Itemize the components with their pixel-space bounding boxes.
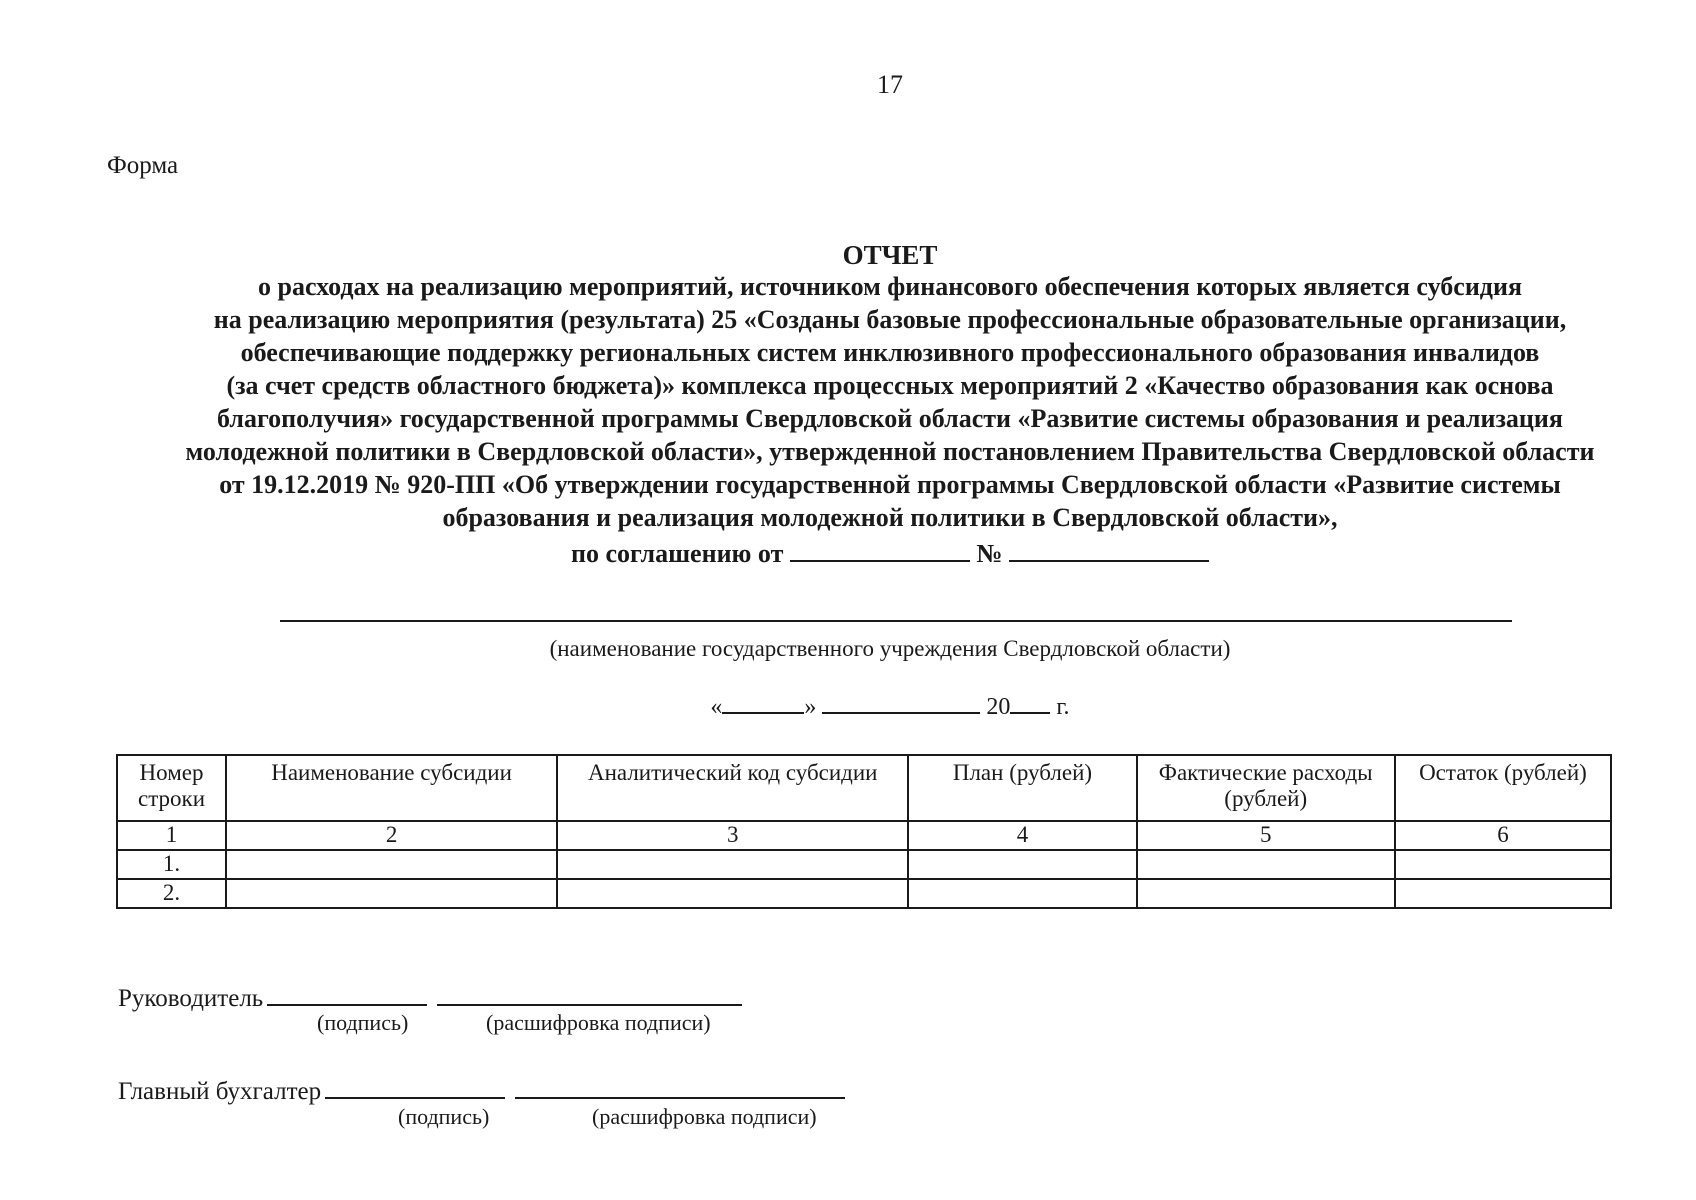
row-number: 1. xyxy=(117,850,226,879)
table-cell[interactable] xyxy=(226,879,557,908)
head-signature-field[interactable] xyxy=(267,982,427,1006)
head-sign-caption: (подпись) xyxy=(317,1010,409,1035)
subtitle-line: (за счет средств областного бюджета)» комплекса процессных мероприятий 2 «Качество образования как основа xyxy=(226,371,1554,400)
header-balance: Остаток (рублей) xyxy=(1395,755,1611,821)
head-label: Руководитель xyxy=(118,985,264,1012)
date-close-quote: » xyxy=(804,694,817,720)
header-plan: План (рублей) xyxy=(908,755,1136,821)
column-number: 4 xyxy=(908,821,1136,850)
accountant-sign-caption: (подпись) xyxy=(398,1104,490,1129)
agreement-number-sign: № xyxy=(976,539,1003,568)
accountant-label: Главный бухгалтер xyxy=(118,1078,322,1105)
header-row-number: Номер строки xyxy=(117,755,226,821)
table-cell[interactable] xyxy=(557,850,908,879)
head-decode-field[interactable] xyxy=(437,982,742,1006)
head-decode-caption: (расшифровка подписи) xyxy=(486,1010,711,1035)
date-year-suffix: г. xyxy=(1056,694,1070,720)
subtitle-line: образования и реализация молодежной политики в Свердловской области», xyxy=(442,503,1338,532)
table-cell[interactable] xyxy=(908,850,1136,879)
accountant-decode-caption: (расшифровка подписи) xyxy=(592,1104,817,1129)
agreement-date-field[interactable] xyxy=(790,538,970,562)
date-line xyxy=(0,690,1696,721)
table-cell[interactable] xyxy=(1137,879,1395,908)
form-label: Форма xyxy=(107,152,179,179)
agreement-prefix: по соглашению от xyxy=(571,539,784,568)
subtitle-line: благополучия» государственной программы Свердловской области «Развитие системы образования и реализация xyxy=(217,404,1563,433)
date-year-prefix: 20 xyxy=(986,694,1011,720)
subtitle-line: обеспечивающие поддержку региональных систем инклюзивного профессионального образования инвалидов xyxy=(240,338,1540,367)
column-number: 5 xyxy=(1137,821,1395,850)
institution-name-field[interactable] xyxy=(280,620,1512,622)
subtitle-line: от 19.12.2019 № 920-ПП «Об утверждении государственной программы Свердловской области «Развитие системы xyxy=(219,470,1561,499)
table-cell[interactable] xyxy=(226,850,557,879)
header-analytic-code: Аналитический код субсидии xyxy=(557,755,908,821)
agreement-line xyxy=(0,538,1696,569)
accountant-decode-field[interactable] xyxy=(515,1075,845,1099)
subtitle-line: о расходах на реализацию мероприятий, источником финансового обеспечения которых является субсидия xyxy=(257,272,1523,301)
date-year-field[interactable] xyxy=(1010,690,1050,714)
header-actual-expenses: Фактические расходы (рублей) xyxy=(1137,755,1395,821)
date-open-quote: « xyxy=(710,694,723,720)
report-table xyxy=(116,754,1612,909)
agreement-number-field[interactable] xyxy=(1009,538,1209,562)
column-number: 1 xyxy=(117,821,226,850)
row-number: 2. xyxy=(117,879,226,908)
table-header-row xyxy=(117,755,1611,821)
header-subsidy-name: Наименование субсидии xyxy=(226,755,557,821)
date-month-field[interactable] xyxy=(822,690,980,714)
accountant-signature-line xyxy=(118,1075,845,1106)
subtitle-line: на реализацию мероприятия (результата) 25 «Созданы базовые профессиональные образовательные организации, xyxy=(213,305,1567,334)
table-column-numbers-row xyxy=(117,821,1611,850)
column-number: 2 xyxy=(226,821,557,850)
report-title: ОТЧЕТ xyxy=(842,240,938,270)
table-cell[interactable] xyxy=(1395,850,1611,879)
table-cell[interactable] xyxy=(557,879,908,908)
column-number: 3 xyxy=(557,821,908,850)
report-subtitle xyxy=(100,270,1680,534)
page-number: 17 xyxy=(877,70,903,99)
institution-caption: (наименование государственного учреждения Свердловской области) xyxy=(549,636,1231,661)
accountant-signature-field[interactable] xyxy=(325,1075,505,1099)
subtitle-line: молодежной политики в Свердловской области», утвержденной постановлением Правительства Свердловской области xyxy=(185,437,1595,466)
table-row xyxy=(117,850,1611,879)
table-cell[interactable] xyxy=(1137,850,1395,879)
head-signature-line xyxy=(118,982,742,1013)
table-row xyxy=(117,879,1611,908)
column-number: 6 xyxy=(1395,821,1611,850)
table-cell[interactable] xyxy=(1395,879,1611,908)
table-cell[interactable] xyxy=(908,879,1136,908)
date-day-field[interactable] xyxy=(722,690,804,714)
